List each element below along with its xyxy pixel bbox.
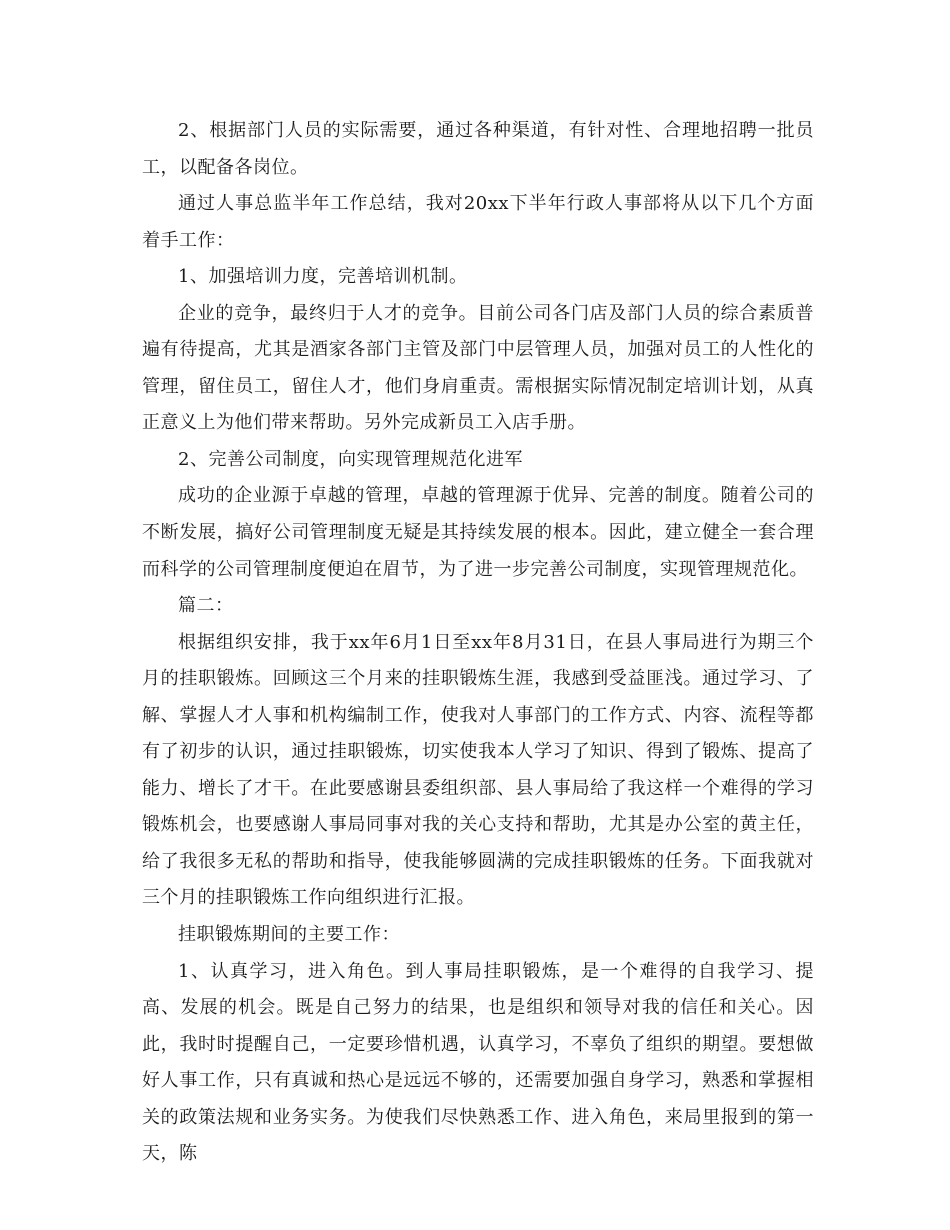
paragraph-heading-regulations: 2、完善公司制度，向实现管理规范化进军 [178, 448, 523, 470]
paragraph-recruitment: 2、根据部门人员的实际需要，通过各种渠道，有针对性、合理地招聘一批员工，以配备各岗位。 [142, 120, 814, 178]
paragraph-heading-main-work: 挂职锻炼期间的主要工作： [178, 924, 400, 946]
paragraph-secondment-intro: 根据组织安排，我于xx年6月1日至xx年8月31日，在县人事局进行为期三个月的挂职锻炼。回顾这三个月来的挂职锻炼生涯，我感到受益匪浅。通过学习、了解、掌握人才人事和机构编制工作，使我对人事部门的工作方式、内容、流程等都有了初步的认识，通过挂职锻炼，切实使我本人学习了知识、得到了锻炼、提高了能力、增长了才干。在此要感谢县委组织部、县人事局给了我这样一个难得的学习锻炼机会，也要感谢人事局同事对我的关心支持和帮助，尤其是办公室的黄主任，给了我很多无私的帮助和指导，使我能够圆满的完成挂职锻炼的任务。下面我就对三个月的挂职锻炼工作向组织进行汇报。 [142, 631, 814, 909]
paragraph-study: 1、认真学习，进入角色。到人事局挂职锻炼，是一个难得的自我学习、提高、发展的机会。既是自己努力的结果，也是组织和领导对我的信任和关心。因此，我时时提醒自己，一定要珍惜机遇，认真学习，不辜负了组织的期望。要想做好人事工作，只有真诚和热心是远远不够的，还需要加强自身学习，熟悉和掌握相关的政策法规和业务实务。为使我们尽快熟悉工作、进入角色，来局里报到的第一天，陈 [142, 960, 814, 1165]
section-heading-part-two: 篇二： [178, 595, 234, 617]
paragraph-plan-intro: 通过人事总监半年工作总结，我对20xx下半年行政人事部将从以下几个方面着手工作： [142, 193, 814, 251]
paragraph-heading-training: 1、加强培训力度，完善培训机制。 [178, 266, 468, 288]
paragraph-regulations: 成功的企业源于卓越的管理，卓越的管理源于优异、完善的制度。随着公司的不断发展，搞好公司管理制度无疑是其持续发展的根本。因此，建立健全一套合理而科学的公司管理制度便迫在眉节，为了进一步完善公司制度，实现管理规范化。 [142, 485, 814, 580]
document-body [142, 113, 814, 1173]
paragraph-training: 企业的竞争，最终归于人才的竞争。目前公司各门店及部门人员的综合素质普遍有待提高，尤其是酒家各部门主管及部门中层管理人员，加强对员工的人性化的管理，留住员工，留住人才，他们身肩重责。需根据实际情况制定培训计划，从真正意义上为他们带来帮助。另外完成新员工入店手册。 [142, 302, 814, 434]
